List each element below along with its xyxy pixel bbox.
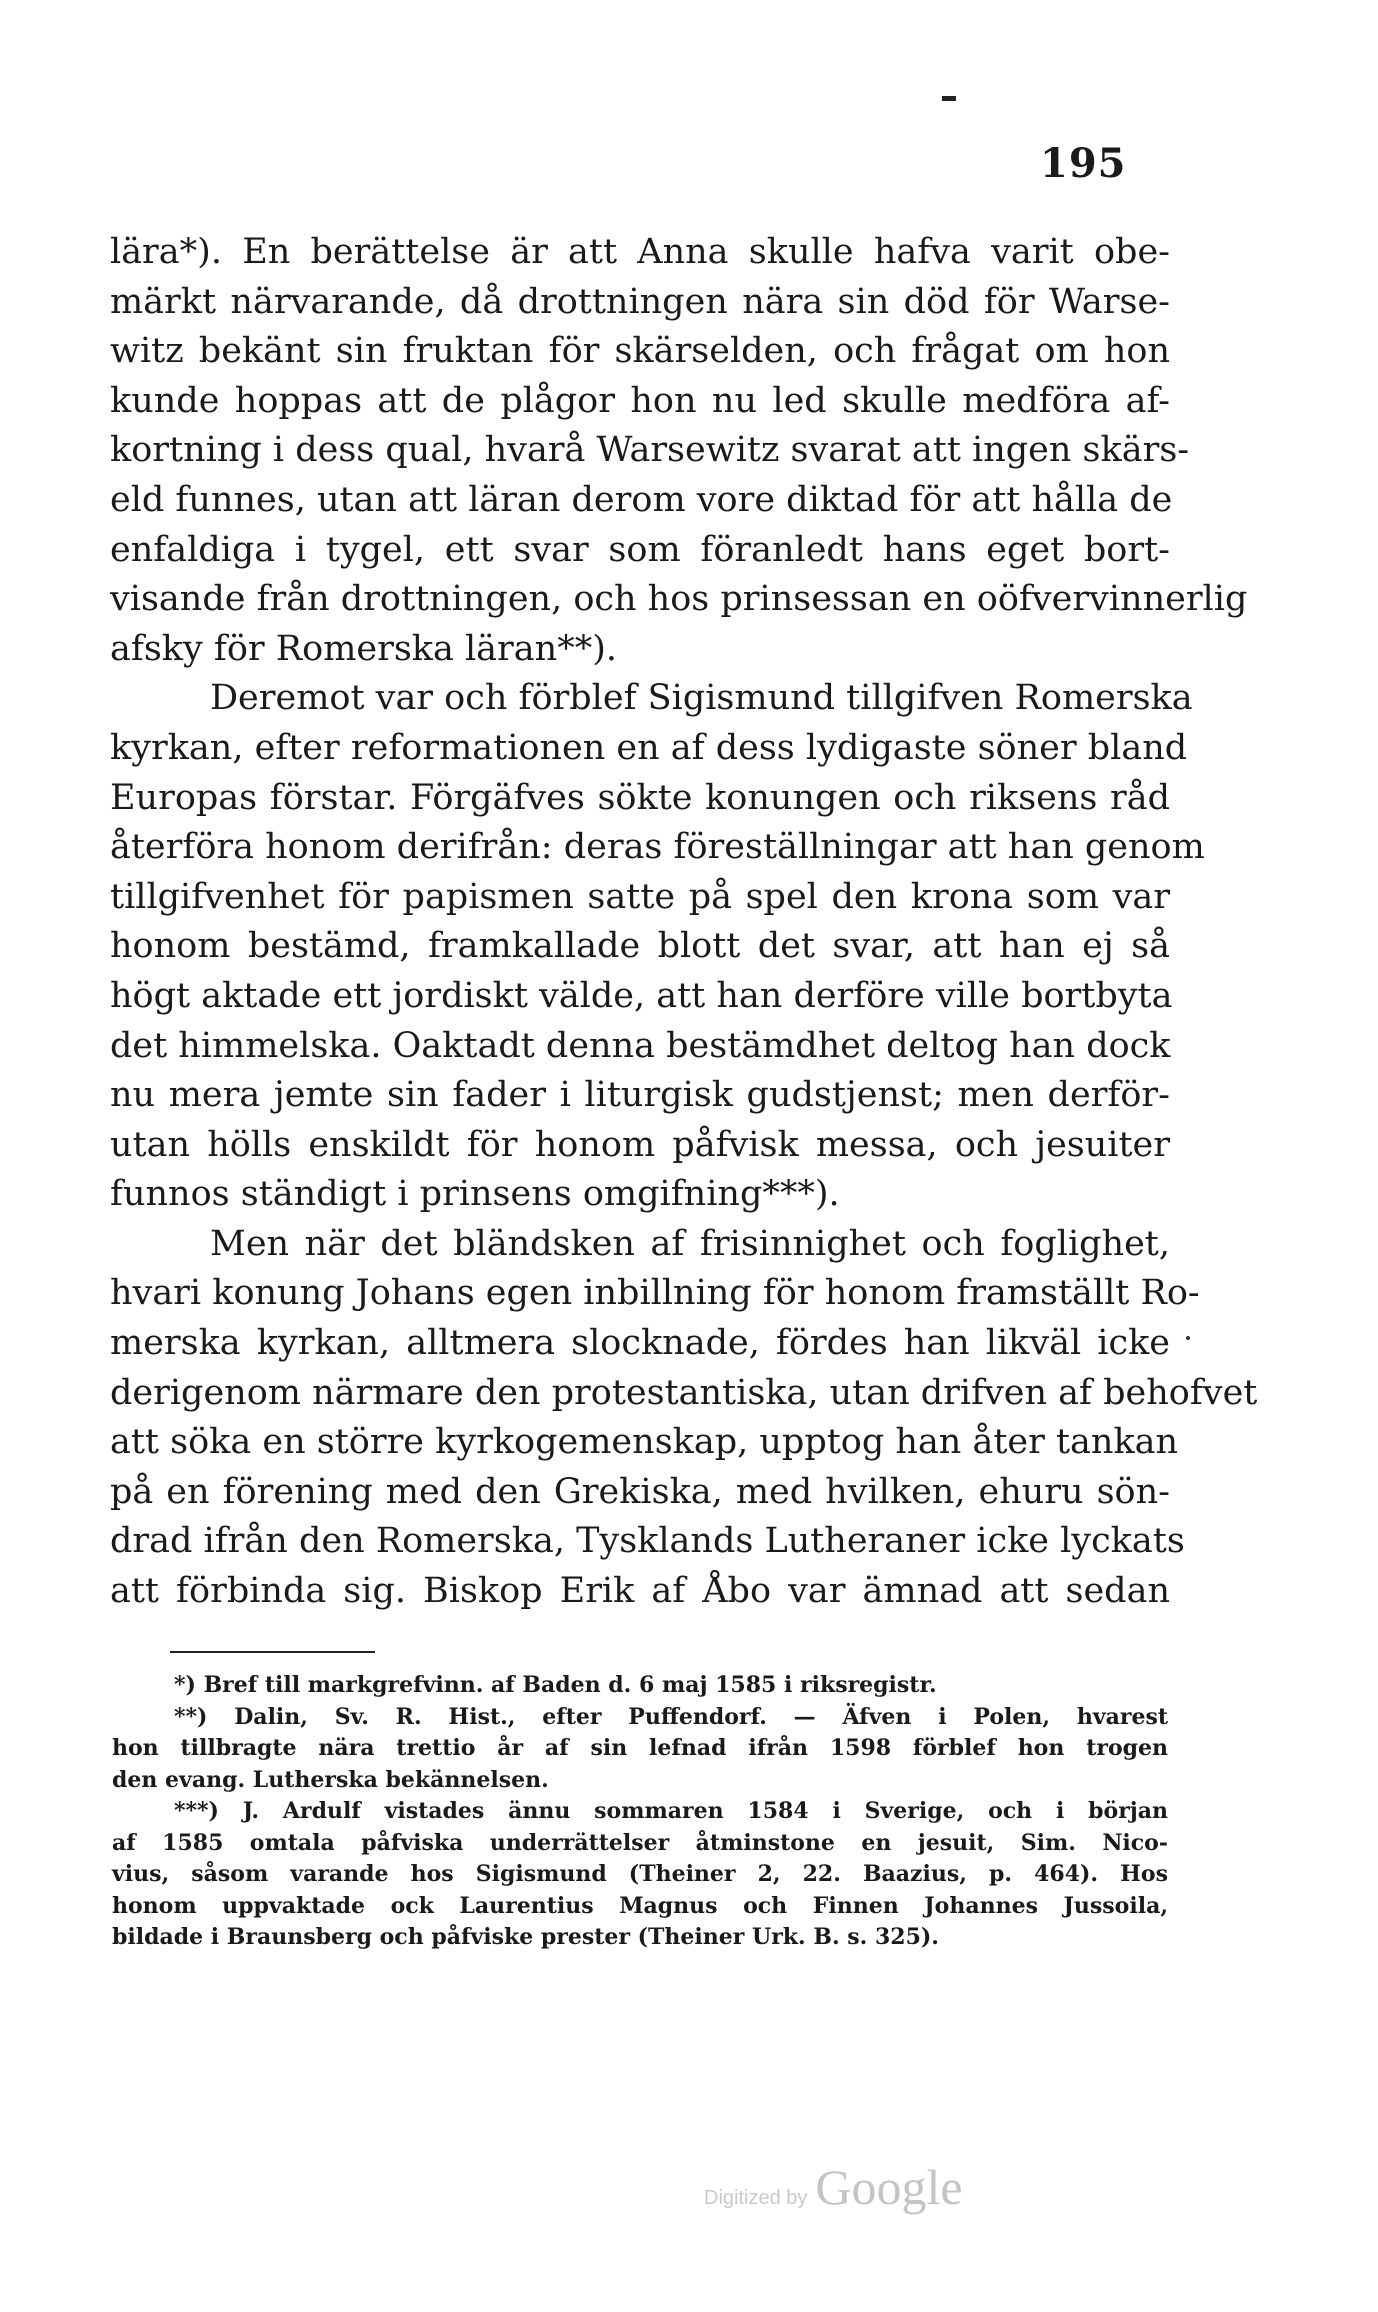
footnote-line: *) Bref till markgrefvinn. af Baden d. 6 maj 1585 i riksregistr.	[174, 1672, 937, 1698]
body-line: kortning i dess qual, hvarå Warsewitz svarat att ingen skärs-	[110, 430, 1190, 471]
footnote-line: hon tillbragte nära trettio år af sin lefnad ifrån 1598 förblef hon trogen	[112, 1735, 1168, 1761]
body-line: witz bekänt sin fruktan för skärselden, och frågat om hon	[110, 331, 1170, 372]
body-line: drad ifrån den Romerska, Tysklands Lutheraner icke lyckats	[110, 1521, 1185, 1562]
body-line: tillgifvenhet för papismen satte på spel den krona som var	[110, 876, 1170, 917]
footnote-line: bildade i Braunsberg och påfviske prester (Theiner Urk. B. s. 325).	[112, 1924, 939, 1950]
body-line: visande från drottningen, och hos prinsessan en oöfvervinnerlig	[110, 579, 1248, 620]
body-line: det himmelska. Oaktadt denna bestämdhet deltog han dock	[110, 1025, 1171, 1066]
watermark-prefix: Digitized by	[704, 2187, 808, 2209]
body-line: att söka en större kyrkogemenskap, upptog han åter tankan	[110, 1422, 1179, 1463]
body-line: funnos ständigt i prinsens omgifning***).	[110, 1174, 840, 1215]
body-line: utan hölls enskildt för honom påfvisk messa, och jesuiter	[110, 1124, 1170, 1165]
body-line: kyrkan, efter reformationen en af dess lydigaste söner bland	[110, 727, 1188, 768]
body-line: enfaldiga i tygel, ett svar som föranledt hans eget bort-	[110, 529, 1170, 570]
body-line: lära*). En berättelse är att Anna skulle hafva varit obe-	[110, 232, 1170, 272]
body-line: derigenom närmare den protestantiska, utan drifven af behofvet	[110, 1372, 1258, 1413]
body-text	[110, 228, 1258, 1617]
body-line: merska kyrkan, alltmera slocknade, fördes han likväl icke	[110, 1323, 1170, 1364]
body-line: på en förening med den Grekiska, med hvilken, ehuru sön-	[110, 1471, 1170, 1512]
body-line: honom bestämd, framkallade blott det svar, att han ej så	[110, 926, 1170, 967]
footnote-line: vius, såsom varande hos Sigismund (Theiner 2, 22. Baazius, p. 464). Hos	[112, 1861, 1168, 1887]
body-line: kunde hoppas att de plågor hon nu led skulle medföra af-	[110, 380, 1170, 421]
footnote-line: **) Dalin, Sv. R. Hist., efter Puffendorf. — Äfven i Polen, hvarest	[174, 1703, 1168, 1730]
footnote-line: den evang. Lutherska bekännelsen.	[112, 1766, 549, 1793]
body-line: högt aktade ett jordiskt välde, att han derföre ville bortbyta	[110, 975, 1173, 1016]
header-dash	[942, 96, 956, 101]
footnotes	[112, 1670, 1168, 1954]
digitized-watermark	[704, 2158, 963, 2216]
footnote-divider	[170, 1651, 375, 1653]
footnote-line: af 1585 omtala påfviska underrättelser åtminstone en jesuit, Sim. Nico-	[112, 1829, 1168, 1856]
body-line: märkt närvarande, då drottningen nära sin död för Warse-	[110, 281, 1170, 322]
body-line: nu mera jemte sin fader i liturgisk gudstjenst; men derför-	[110, 1075, 1170, 1116]
body-line: att förbinda sig. Biskop Erik af Åbo var ämnad att sedan	[110, 1571, 1170, 1612]
footnote-line: honom uppvaktade ock Laurentius Magnus och Finnen Johannes Jussoila,	[112, 1892, 1168, 1919]
page-number: 195	[1040, 140, 1127, 187]
body-line: återföra honom derifrån: deras föreställningar att han genom	[110, 827, 1205, 868]
footnote-line: ***) J. Ardulf vistades ännu sommaren 1584 i Sverige, och i början	[174, 1798, 1168, 1824]
body-line: hvari konung Johans egen inbillning för honom framställt Ro-	[110, 1273, 1200, 1314]
body-line: Europas förstar. Förgäfves sökte konungen och riksens råd	[110, 777, 1170, 818]
paragraph-start-line: Men när det bländsken af frisinnighet och foglighet,	[210, 1223, 1170, 1264]
body-line: afsky för Romerska läran**).	[110, 628, 617, 669]
google-logo: Google	[815, 2159, 963, 2215]
stray-ink-dot	[1186, 1336, 1190, 1340]
paragraph-start-line: Deremot var och förblef Sigismund tillgifven Romerska	[210, 678, 1193, 719]
body-line: eld funnes, utan att läran derom vore diktad för att hålla de	[110, 479, 1173, 520]
